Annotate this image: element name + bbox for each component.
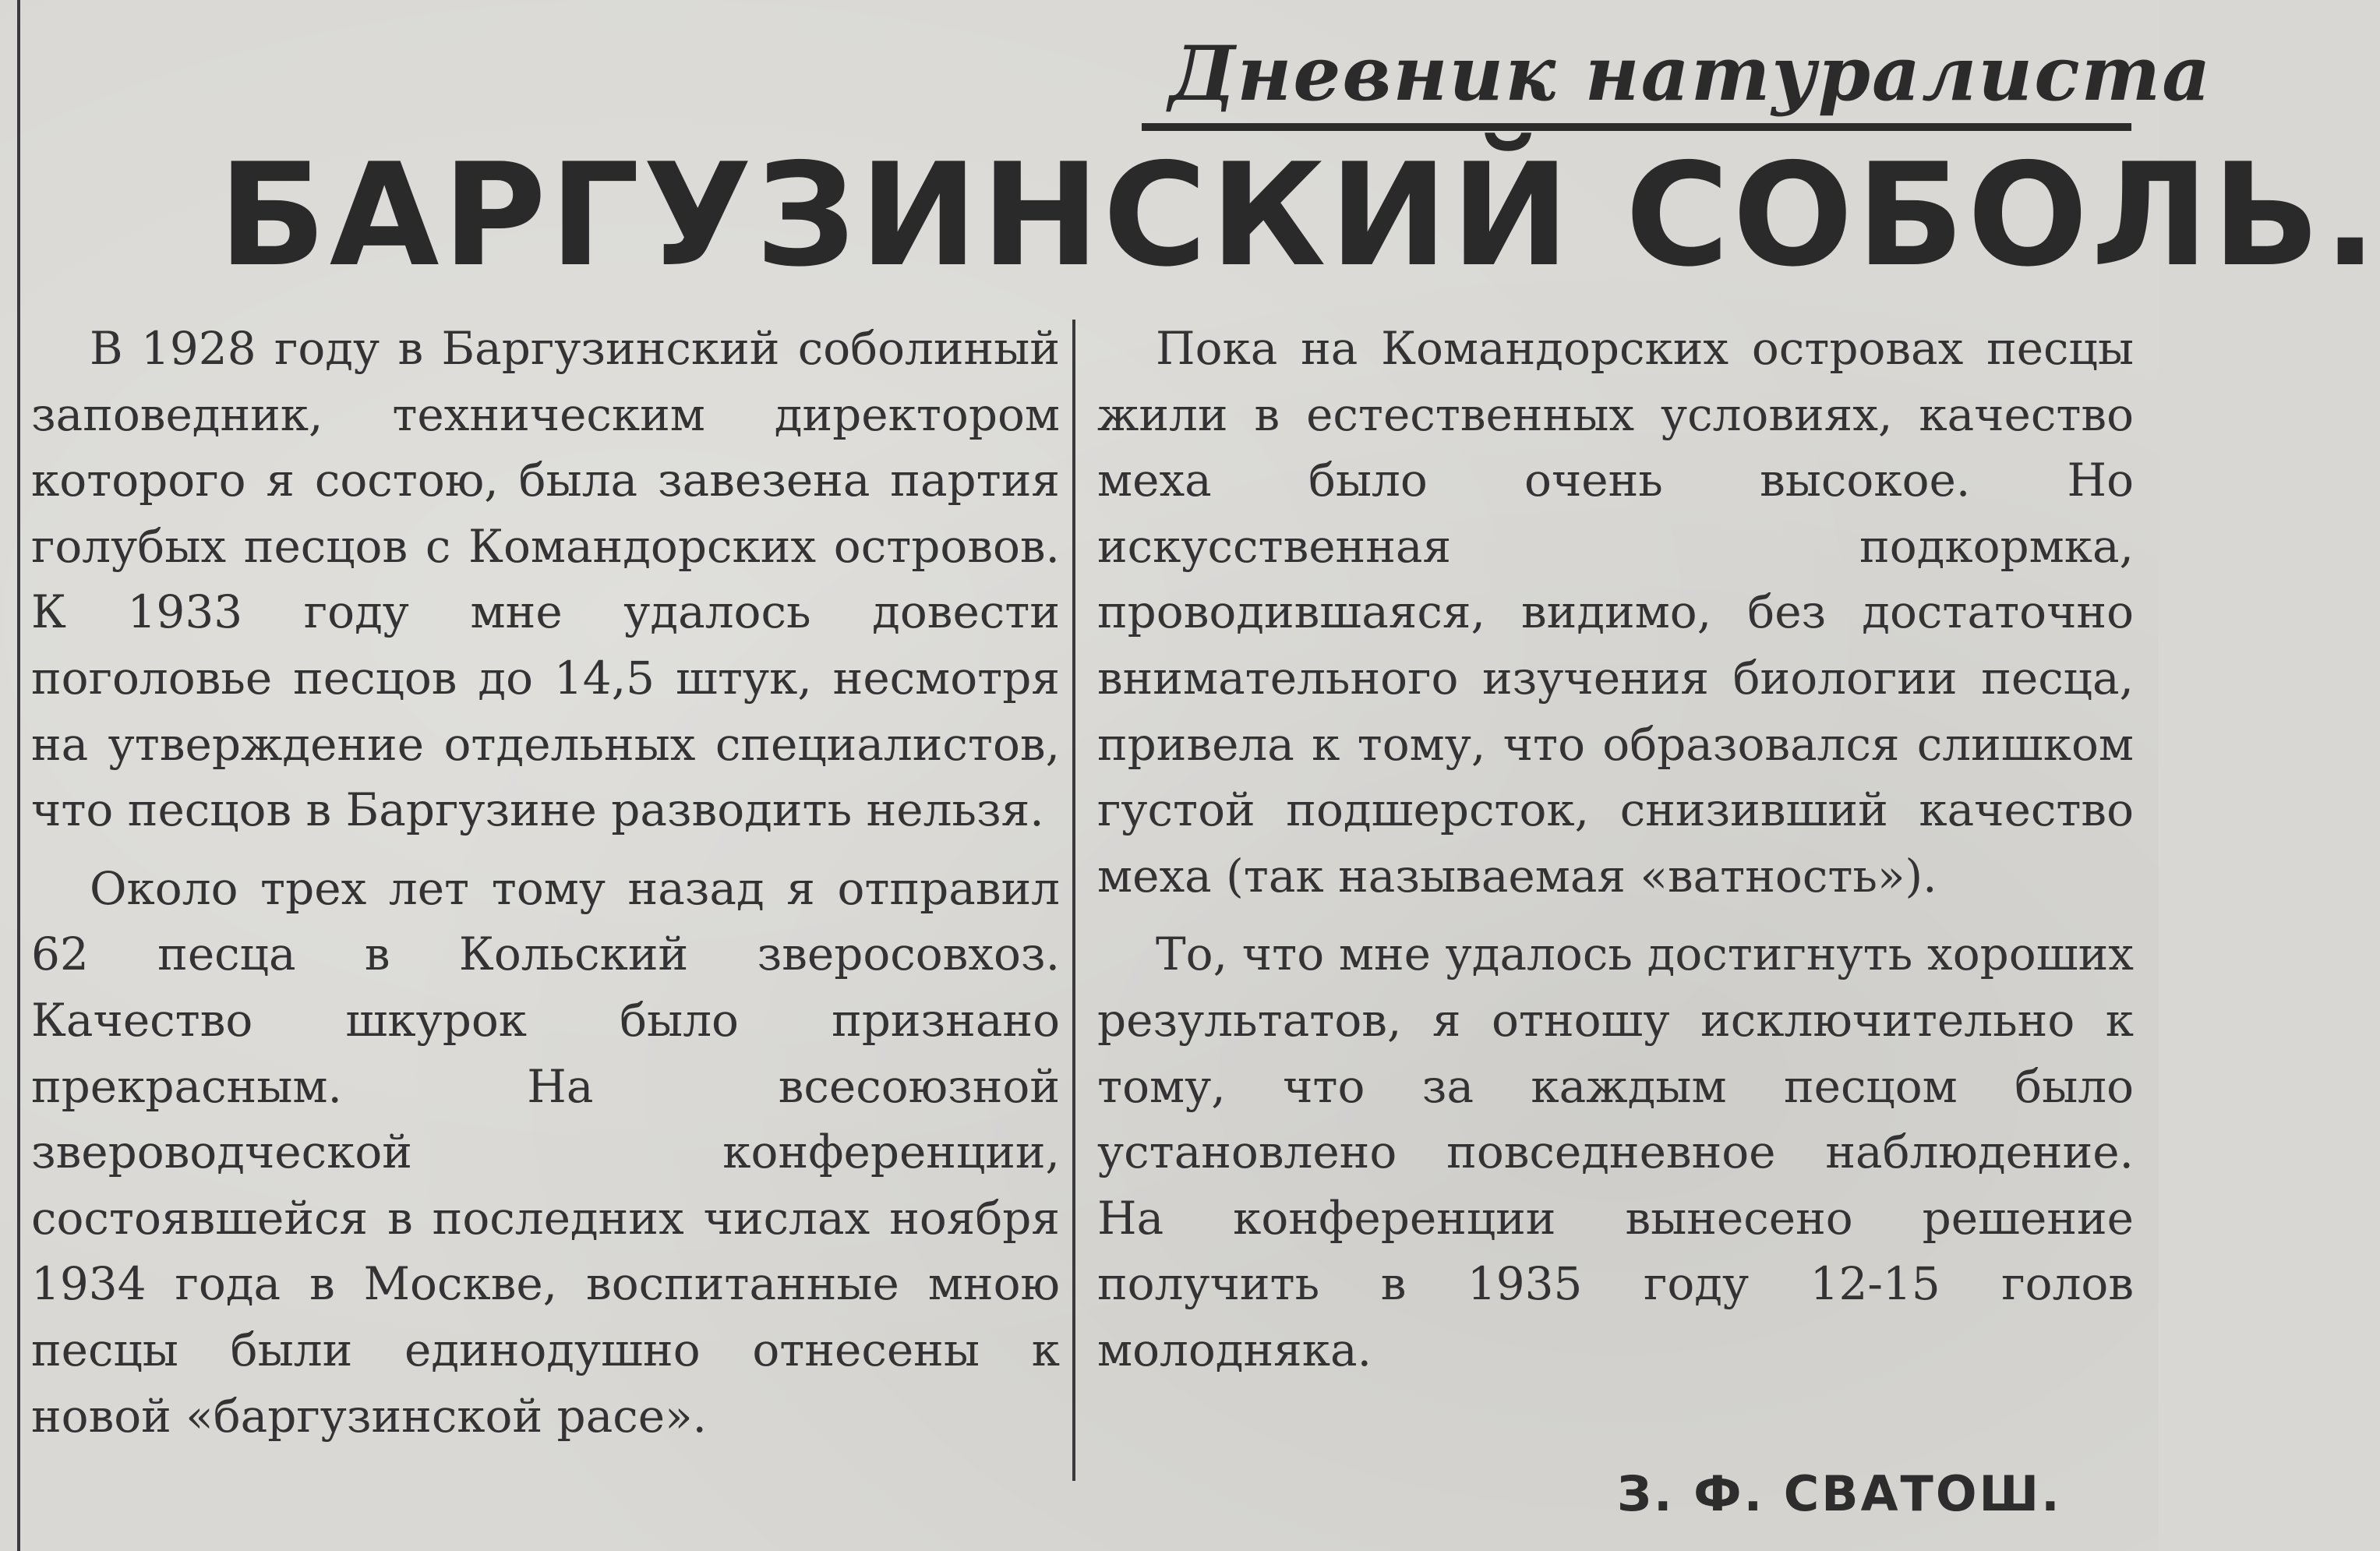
- author-byline: З. Ф. СВАТОШ.: [1617, 1465, 2062, 1522]
- left-paragraph-1: В 1928 году в Баргузинский соболиный заповедник, техническим директором которого я состою, была завезена партия голубых песцов с Командорских островов. К 1933 году мне удалось довести поголовье песцов до 14,5 штук, несмотря на утверждение отдельных специалистов, что песцов в Баргузине разводить нельзя.: [31, 322, 1060, 837]
- rubric-title: Дневник натуралиста: [1169, 30, 2212, 118]
- left-column: [31, 316, 1060, 1449]
- left-paragraph-2: Около трех лет тому назад я отправил 62 песца в Кольский зверосовхоз. Качество шкурок было признано прекрасным. На всесоюзной звероводческой конференции, состоявшейся в последних числах ноября 1934 года в Москве, воспитанные мною песцы были единодушно отнесены к новой «баргузинской расе».: [31, 861, 1060, 1443]
- right-paragraph-1: Пока на Командорских островах песцы жили в естественных условиях, качество меха было очень высокое. Но искусственная подкормка, проводившаяся, видимо, без достаточно внимательного изучения биологии песца, привела к тому, что образовался слишком густой подшерсток, снизивший качество меха (так называемая «ватность»).: [1097, 322, 2134, 903]
- page-border-line: [17, 0, 20, 1551]
- rubric-underline: [1142, 123, 2131, 131]
- column-divider: [1072, 320, 1075, 1481]
- right-paragraph-2: То, что мне удалось достигнуть хороших результатов, я отношу исключительно к тому, что за каждым песцом было установлено повседневное наблюдение. На конференции вынесено решение получить в 1935 году 12-15 голов молодняка.: [1097, 927, 2134, 1376]
- article-headline: БАРГУЗИНСКИЙ СОБОЛЬ.: [218, 132, 2380, 298]
- right-column: [1097, 316, 2134, 1383]
